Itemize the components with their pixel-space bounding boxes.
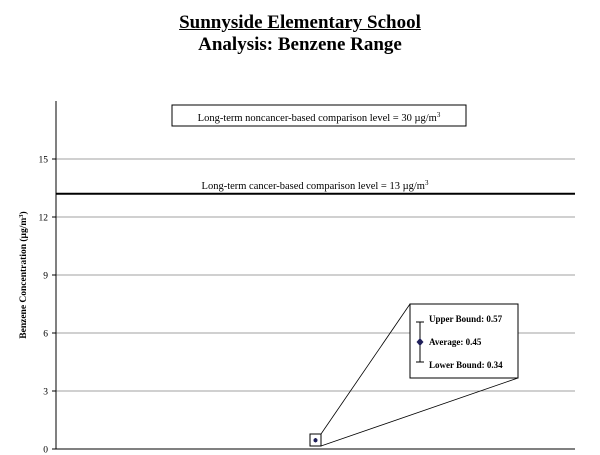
cancer-reference-label <box>202 179 429 192</box>
cancer-reference-label-sup: 3 <box>424 178 429 187</box>
callout-average-label: Average: 0.45 <box>429 337 482 347</box>
callout-line-bottom <box>321 378 518 446</box>
cancer-reference-label-text: Long-term cancer-based comparison level = 13 µg/m <box>201 180 425 192</box>
y-tick-label-3: 3 <box>43 387 48 398</box>
y-tick-label-12: 12 <box>38 213 48 224</box>
y-axis-label-close: ) <box>19 211 29 215</box>
chart-title: Sunnyside Elementary School <box>179 12 421 33</box>
callout-upper-label: Upper Bound: 0.57 <box>429 314 503 324</box>
callout-lower-label: Lower Bound: 0.34 <box>429 360 503 370</box>
grid-layer <box>56 101 575 449</box>
y-tick-label-0: 0 <box>43 445 48 455</box>
noncancer-note-sup: 3 <box>436 111 441 119</box>
y-axis-label-sup: 3 <box>17 214 25 218</box>
y-axis-label-text: Benzene Concentration (µg/m <box>19 217 29 339</box>
y-tick-label-6: 6 <box>43 329 48 340</box>
noncancer-note <box>198 111 441 124</box>
tick-labels <box>39 156 57 455</box>
noncancer-note-text: Long-term noncancer-based comparison level = 30 µg/m <box>197 113 437 124</box>
data-point-average <box>314 438 318 442</box>
y-axis-label <box>18 211 30 338</box>
chart-subtitle: Analysis: Benzene Range <box>198 34 402 55</box>
callout-line-top <box>321 304 410 434</box>
y-tick-label-15: 15 <box>38 155 48 166</box>
y-tick-label-9: 9 <box>43 271 48 282</box>
